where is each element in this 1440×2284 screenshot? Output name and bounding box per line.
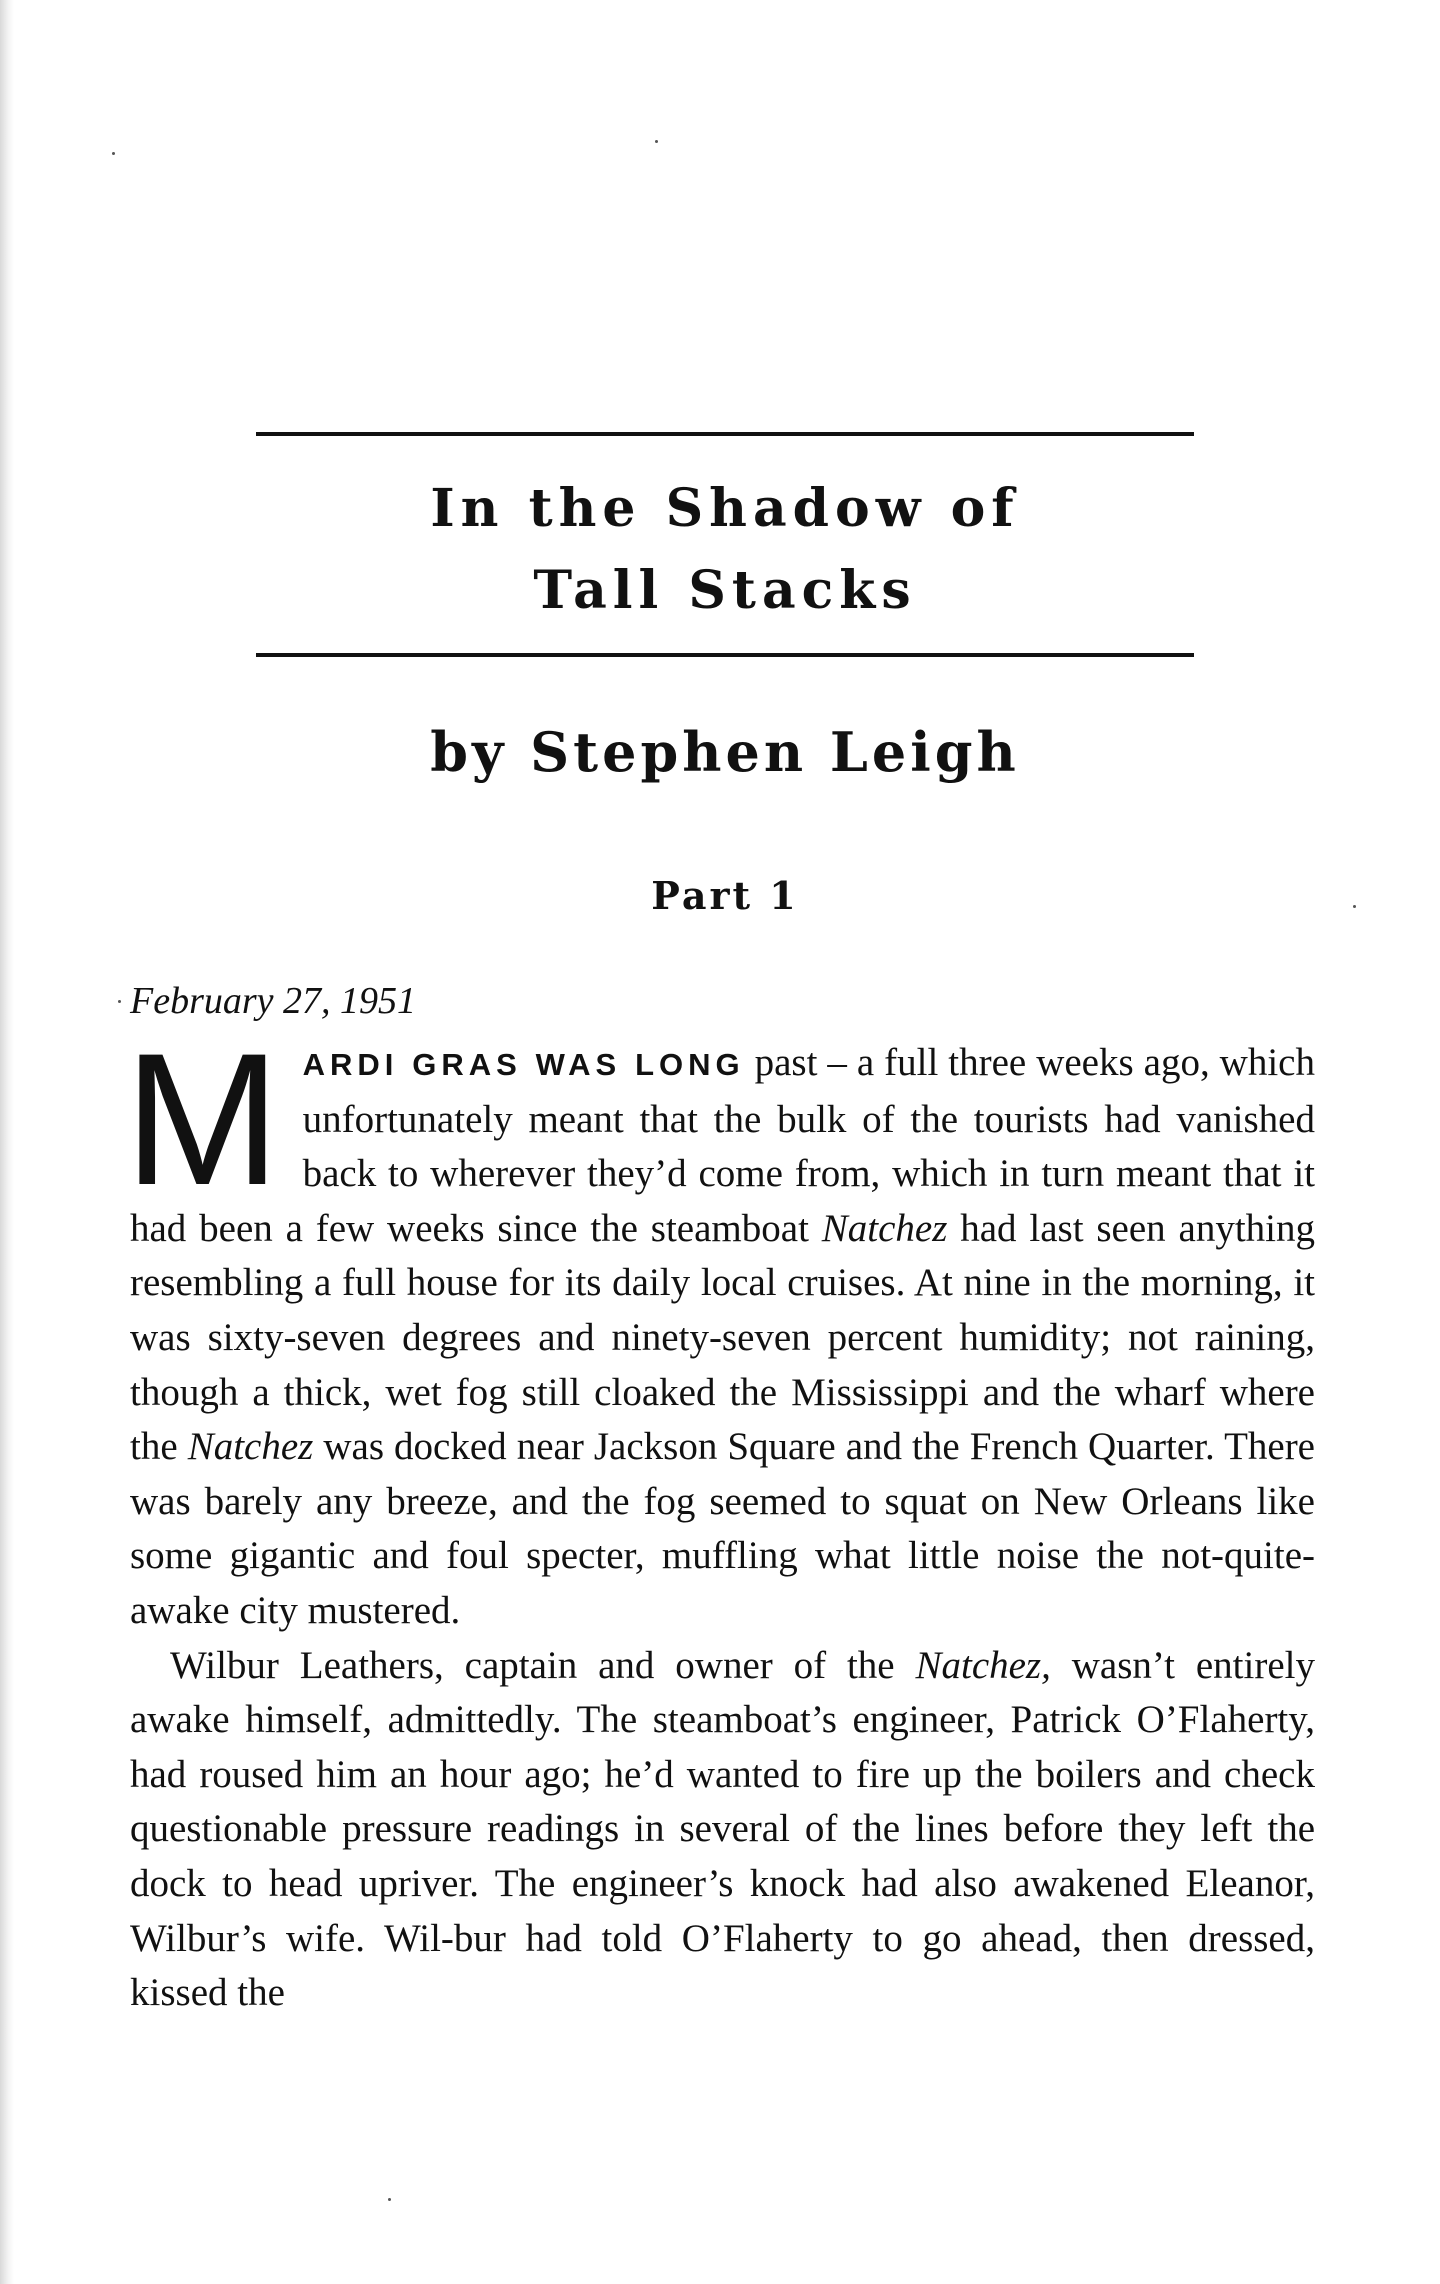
title-rule-bottom (256, 653, 1194, 657)
author-byline: by Stephen Leigh (430, 720, 1020, 784)
italic-ship-name: Natchez (187, 1425, 314, 1469)
story-title-line-2: Tall Stacks (533, 560, 917, 621)
paragraph-1-text-2: had last seen anything resembling a full house for its daily local cruises. At nine in the morning, it was sixty-seven degrees and ninety-seven percent humidity; not raining, though a thick, wet fog still cloaked the Mississippi and the wharf where the (130, 1206, 1315, 1469)
story-title-line-1: In the Shadow of (430, 478, 1020, 539)
paragraph-2-text-1: Wilbur Leathers, captain and owner of the (170, 1643, 916, 1687)
paragraph-1-text-1: past – a full three weeks ago, which unfortunately meant that the bulk of the tourists had vanished back to wherever they’d come from, which in turn meant that it had been a few weeks since the steamboat (130, 1041, 1315, 1250)
scan-speck (1353, 905, 1356, 908)
story-title (256, 468, 1194, 632)
dateline: February 27, 1951 (130, 980, 417, 1022)
scan-speck (112, 152, 115, 155)
paragraph-1-text-3: was docked near Jackson Square and the French Quarter. There was barely any breeze, and the fog seemed to squat on New Orleans like some gigantic and foul specter, muffling what little noise the not-quite-awake city mustered. (130, 1425, 1315, 1632)
italic-ship-name: Natchez (821, 1206, 948, 1250)
story-body (124, 1014, 1315, 2021)
paragraph-1 (124, 1014, 1315, 1639)
paragraph-2 (130, 1639, 1315, 2021)
drop-cap: M (124, 1014, 281, 1224)
scan-speck (388, 2198, 391, 2201)
page-edge-shadow (0, 0, 14, 2284)
lead-in-small-caps: ARDI GRAS WAS LONG (302, 1047, 745, 1082)
scan-speck (655, 140, 658, 143)
part-heading: Part 1 (651, 873, 799, 918)
paragraph-2-text-2: wasn’t entirely awake himself, admittedly. The steamboat’s engineer, Patrick O’Flaherty, had roused him an hour ago; he’d wanted to fire up the boilers and check questionable pressure readings in several of the lines before they left the dock to head upriver. The engineer’s knock had also awakened Eleanor, Wilbur’s wife. Wil- (130, 1643, 1315, 1960)
paragraph-2-text-3: bur had told O’Flaherty to go ahead, then dressed, kissed the (130, 1916, 1315, 2015)
scan-speck (118, 1000, 121, 1003)
title-rule-top (256, 432, 1194, 436)
italic-ship-name: Natchez, (915, 1643, 1051, 1687)
